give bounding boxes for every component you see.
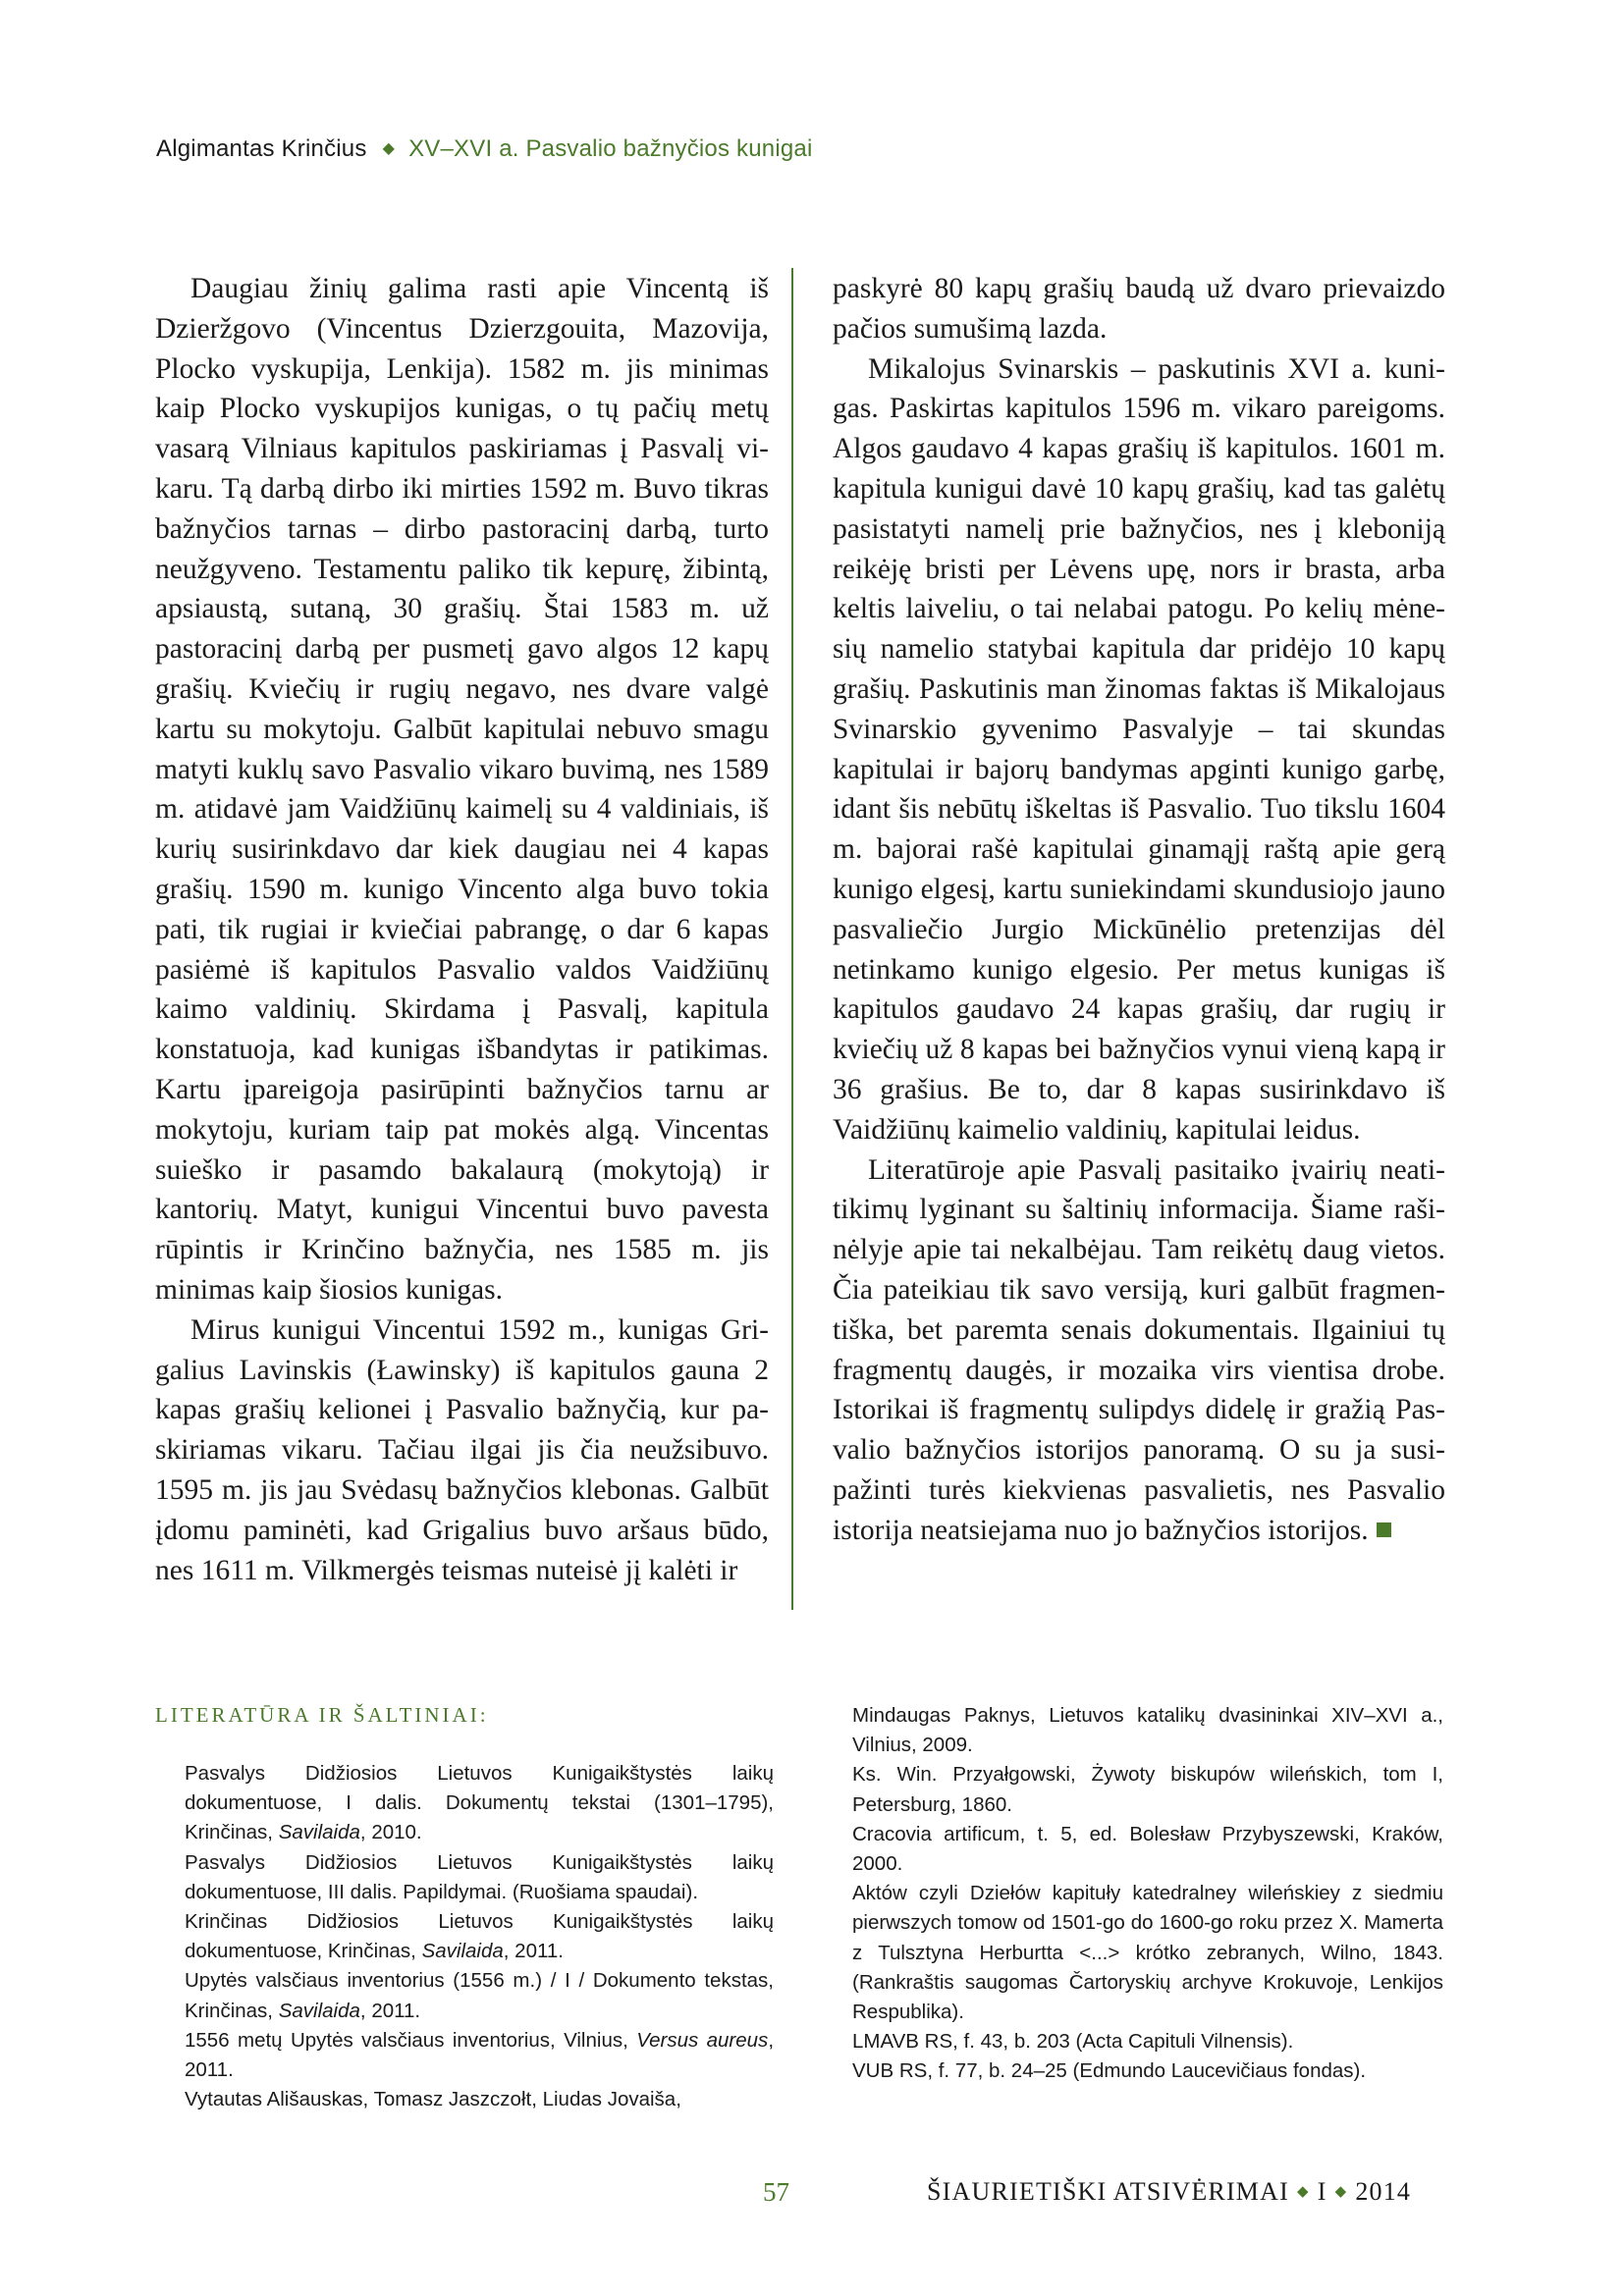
- running-head-author: Algimantas Krinčius: [156, 135, 367, 162]
- bibliography-entry: Vytautas Ališauskas, Tomasz Jaszczołt, Liudas Jovaiša,: [185, 2088, 681, 2111]
- bibliography-entry: VUB RS, f. 77, b. 24–25 (Edmundo Laucevičiaus fondas).: [852, 2059, 1367, 2083]
- journal-footer: [927, 2177, 1411, 2207]
- paragraph-final: [833, 1150, 1445, 1551]
- article-column-right: [833, 269, 1445, 1551]
- bibliography-entry: 1556 metų Upytės valsčiaus inventorius, Vilnius, Versus aureus, 2011.: [185, 2028, 775, 2082]
- paragraph: Mikalojus Svinarskis – paskutinis XVI a. kunigas. Paskirtas kapitulos 1596 m. vikaro pareigoms. Algos gaudavo 4 kapas grašių iš kapitulos. 1601 m. kapitula kunigui davė 10 kapų grašių, kad tas galėtų pasistatyti namelį prie bažnyčios, nes į kleboniją reikėję bristi per Lėvens upę, nors ir brasta, arba keltis laiveliu, o tai nelabai patogu. Po kelių mėnesių namelio statybai kapitula dar pridėjo 10 kapų grašių. Paskutinis man žinomas faktas iš Mikalojaus Svinarskio gyvenimo Pasvalyje – tai skundas kapitulai ir bajorų bandymas apginti kunigo garbę, idant šis nebūtų iškeltas iš Pasvalio. Tuo tikslu 1604 m. bajorai rašė kapitulai ginamąjį raštą apie gerą kunigo elgesį, kartu suniekindami skundusiojo jauno pasvaliečio Jurgio Mickūnėlio pretenzijas dėl netinkamo kunigo elgesio. Per metus kunigas iš kapitulos gaudavo 24 kapas grašių, dar rugių ir kviečių už 8 kapas bei bažnyčios vynui vieną kapą ir 36 grašius. Be to, dar 8 kapas susirinkdavo iš Vaidžiūnų kaimelio valdinių, kapitulai leidus.: [833, 352, 1445, 1146]
- bibliography-entry: Pasvalys Didžiosios Lietuvos Kunigaikštystės laikų dokumentuose, I dalis. Dokumentų tekstai (1301–1795), Krinčinas, Savilaida, 2010.: [185, 1762, 774, 1844]
- diamond-icon: ◆: [1296, 2184, 1310, 2200]
- bibliography-list-left: [185, 1759, 774, 2114]
- bibliography-entry: Pasvalys Didžiosios Lietuvos Kunigaikštystės laikų dokumentuose, III dalis. Papildymai. (Ruošiama spaudai).: [185, 1850, 774, 1903]
- end-of-article-square-icon: [1377, 1522, 1391, 1537]
- paragraph: Mirus kunigui Vincentui 1592 m., kunigas Grigalius Lavinskis (Ławinsky) iš kapitulos gauna 2 kapas grašių kelionei į Pasvalio bažnyčią, kur paskiriamas vikaru. Tačiau ilgai jis čia neužsibuvo. 1595 m. jis jau Svėdasų bažnyčios klebonas. Galbūt įdomu paminėti, kad Grigalius buvo aršaus būdo, nes 1611 m. Vilkmergės teismas nuteisė jį kalėti ir: [155, 1313, 769, 1586]
- paragraph-text: Literatūroje apie Pasvalį pasitaiko įvairių neatitikimų lyginant su šaltinių informacija. Šiame rašinėlyje apie tai nekalbėjau. Tam reikėtų daug vietos. Čia pateikiau tik savo versiją, kuri galbūt fragmentiška, bet paremta senais dokumentais. Ilgainiui tų fragmentų daugės, ir mozaika virs vientisa drobe. Istorikai iš fragmentų sulipdys didelę ir gražią Pasvalio bažnyčios istorijos panoramą. O su ja susipažinti turės kiekvienas pasvalietis, nes Pasvalio istorija neatsiejama nuo jo bažnyčios istorijos.: [833, 1153, 1445, 1546]
- paragraph: paskyrė 80 kapų grašių baudą už dvaro prievaizdo pačios sumušimą lazda.: [833, 273, 1445, 345]
- bibliography-entry: Mindaugas Paknys, Lietuvos katalikų dvasininkai XIV–XVI a., Vilnius, 2009.: [852, 1704, 1443, 1757]
- running-head: [156, 135, 813, 163]
- bibliography-entry: Cracovia artificum, t. 5, ed. Bolesław Przybyszewski, Kraków, 2000.: [852, 1822, 1443, 1876]
- diamond-icon: ◆: [1334, 2184, 1348, 2200]
- paragraph: Daugiau žinių galima rasti apie Vincentą iš Dzieržgovo (Vincentus Dzierzgouita, Mazovija, Plocko vyskupija, Lenkija). 1582 m. jis minimas kaip Plocko vyskupijos kunigas, o tų pačių metų vasarą Vilniaus kapitulos paskiriamas į Pasvalį vikaru. Tą darbą dirbo iki mirties 1592 m. Buvo tikras bažnyčios tarnas – dirbo pastoracinį darbą, turto neužgyveno. Testamentu paliko tik kepurę, žibintą, apsiaustą, sutaną, 30 grašių. Štai 1583 m. už pastoracinį darbą per pusmetį gavo algos 12 kapų grašių. Kviečių ir rugių negavo, nes dvare valgė kartu su mokytoju. Galbūt kapitulai nebuvo smagu matyti kuklų savo Pasvalio vikaro buvimą, nes 1589 m. atidavė jam Vaidžiūnų kaimelį su 4 valdiniais, iš kurių susirinkdavo dar kiek daugiau nei 4 kapas grašių. 1590 m. kunigo Vincento alga buvo tokia pati, tik rugiai ir kviečiai pabrangę, o dar 6 kapas pasiėmė iš kapitulos Pasvalio valdos Vaidžiūnų kaimo valdinių. Skirdama į Pasvalį, kapitula konstatuoja, kad kunigas išbandytas ir patikimas. Kartu įpareigoja pasirūpinti bažnyčios tarnu ar mokytoju, kuriam taip pat mokės algą. Vincentas suieško ir pasamdo bakalaurą (mokytoją) ir kantorių. Matyt, kunigui Vincentui buvo pavesta rūpintis ir Krinčino bažnyčia, nes 1585 m. jis minimas kaip šiosios kunigas.: [155, 273, 769, 1306]
- running-head-title: XV–XVI a. Pasvalio bažnyčios kunigai: [408, 135, 813, 162]
- journal-year: 2014: [1355, 2177, 1412, 2206]
- bibliography-entry: LMAVB RS, f. 43, b. 203 (Acta Capituli Vilnensis).: [852, 2030, 1294, 2054]
- bibliography-entry: Upytės valsčiaus inventorius (1556 m.) / I / Dokumento tekstas, Krinčinas, Savilaida, 2011.: [185, 1969, 774, 2022]
- bibliography-entry: Aktów czyli Dziełów kapituły katedralney wileńskiey z siedmiu pierwszych tomow od 1501-go do 1600-go roku przez X. Mamerta z Tulsztyna Herburtta <...> krótko zebranych, Wilno, 1843. (Rankraštis saugomas Čartoryskių archyve Krokuvoje, Lenkijos Respublika).: [852, 1882, 1443, 2024]
- diamond-icon: ◆: [382, 140, 396, 157]
- column-divider: [791, 268, 793, 1610]
- journal-issue: I: [1317, 2177, 1327, 2206]
- bibliography-entry: Ks. Win. Przyałgowski, Żywoty biskupów wileńskich, tom I, Petersburg, 1860.: [852, 1763, 1443, 1816]
- bibliography-entry: Krinčinas Didžiosios Lietuvos Kunigaikštystės laikų dokumentuose, Krinčinas, Savilaida, 2011.: [185, 1910, 774, 1963]
- page-number: 57: [763, 2177, 789, 2207]
- bibliography-list-right: [852, 1701, 1443, 2087]
- bibliography-heading: LITERATŪRA IR ŠALTINIAI:: [155, 1703, 489, 1727]
- journal-title: ŠIAURIETIŠKI ATSIVĖRIMAI: [927, 2177, 1289, 2206]
- article-column-left: [155, 269, 769, 1590]
